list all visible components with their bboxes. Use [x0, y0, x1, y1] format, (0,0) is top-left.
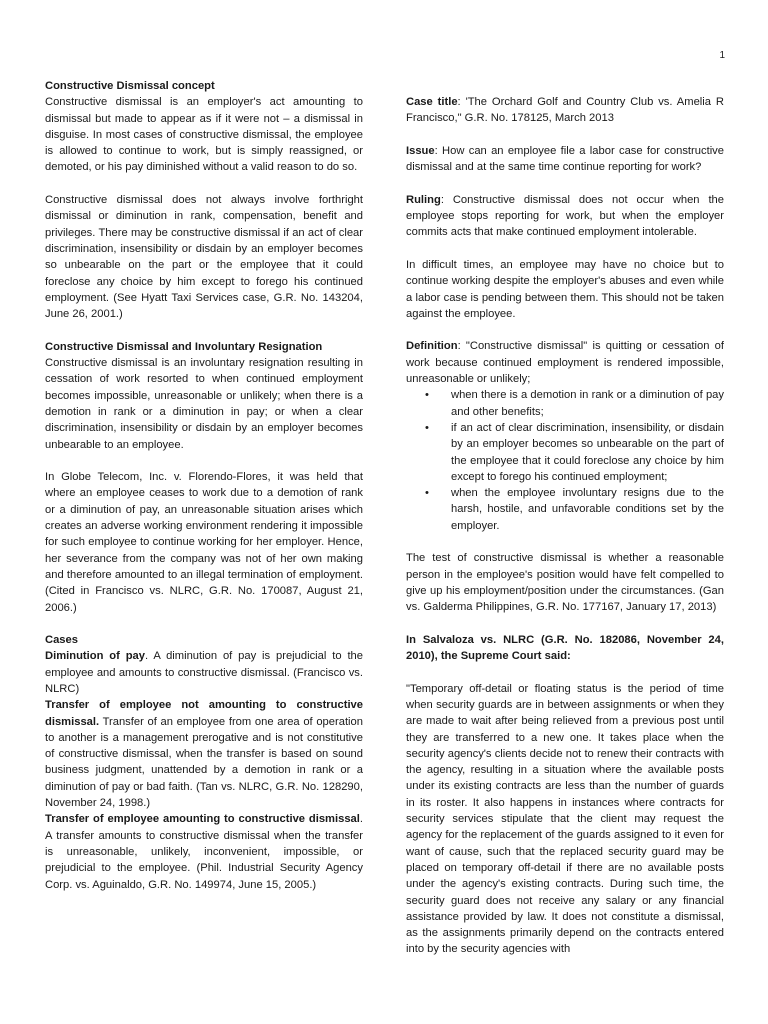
ruling — [406, 192, 724, 241]
bullet-icon: • — [425, 487, 429, 500]
left-column — [45, 78, 363, 893]
paragraph-difficult-times: In difficult times, an employee may have no choice but to continue working despite the employer's abuses and even while a labor case is pending between them. This should not be taken against the employee. — [406, 258, 724, 320]
case-transfer-not-constructive — [45, 697, 363, 811]
heading-constructive-dismissal-concept: Constructive Dismissal concept — [45, 80, 215, 92]
ruling-label: Ruling — [406, 193, 441, 206]
list-item-text: if an act of clear discrimination, insensibility, or disdain by an employer becomes so unbearable on the part of the employee that it could foreclose any choice by him except to forego his continued employment; — [451, 421, 724, 483]
page-number: 1 — [719, 50, 725, 61]
ruling-text: : Constructive dismissal does not occur when the employee stops reporting for work, but when the employer commits acts that make continued employment intolerable. — [406, 193, 724, 239]
list-item — [425, 420, 724, 485]
paragraph-test: The test of constructive dismissal is whether a reasonable person in the employee's position would have felt compelled to give up his employment/position under the circumstances. (Gan vs. Galderma Philippines, G.R. No. 177167, January 17, 2013) — [406, 552, 724, 614]
issue-text: : How can an employee file a labor case for constructive dismissal and at the same time continue reporting for work? — [406, 144, 724, 174]
case-label: Diminution of pay — [45, 650, 145, 663]
heading-salvaloza: In Salvaloza vs. NLRC (G.R. No. 182086, November 24, 2010), the Supreme Court said: — [406, 633, 724, 663]
case-diminution-of-pay — [45, 648, 363, 697]
case-text: Transfer of an employee from one area of operation to another is a management prerogative and is not constitutive of constructive dismissal, when the transfer is based on sound business judgment, unattended by a demotion in rank or a diminution of pay or bad faith. (Tan vs. NLRC, G.R. No. 128290, November 24, 1998.) — [45, 715, 363, 810]
case-text: . A diminution of pay is prejudicial to the employee and amounts to constructive dismissal. (Francisco vs. NLRC) — [45, 650, 363, 695]
case-title — [406, 94, 724, 127]
list-item — [425, 485, 724, 534]
heading-cases: Cases — [45, 634, 78, 647]
paragraph-forthright-dismissal: Constructive dismissal does not always involve forthright dismissal or diminution in rank, compensation, benefit and privileges. There may be constructive dismissal if an act of clear discrimination, insensibility or disdain by an employer becomes so unbearable on the part or the employee that it could foreclose any choice by him except to forego his continued employment. (See Hyatt Taxi Services case, G.R. No. 143204, June 26, 2001.) — [45, 194, 363, 321]
heading-involuntary-resignation: Constructive Dismissal and Involuntary Resignation — [45, 340, 323, 353]
issue-label: Issue — [406, 144, 435, 157]
definition-bullet-list — [406, 387, 724, 534]
bullet-icon: • — [425, 389, 429, 402]
right-column — [406, 94, 724, 958]
case-title-text: : 'The Orchard Golf and Country Club vs. Amelia R Francisco," G.R. No. 178125, March 2013 — [406, 96, 724, 125]
paragraph-globe-telecom: In Globe Telecom, Inc. v. Florendo-Flores, it was held that where an employee ceases to work due to a demotion of rank or a diminution of pay, an unreasonable situation arises which creates an adverse working environment rendering it impossible for such employee to continue working for her employer. Hence, her severance from the company was not of her own making and therefore amounted to an illegal termination of employment. (Cited in Francisco vs. NLRC, G.R. No. 170087, August 21, 2006.) — [45, 471, 363, 614]
paragraph-concept: Constructive dismissal is an employer's act amounting to dismissal but made to appear as if it were not – a dismissal in disguise. In most cases of constructive dismissal, the employee is allowed to continue to work, but is simply reassigned, or demoted, or his pay diminished without a valid reason to do so. — [45, 96, 363, 174]
list-item — [425, 387, 724, 420]
bullet-icon: • — [425, 421, 429, 434]
definition-label: Definition — [406, 340, 458, 353]
case-transfer-constructive — [45, 811, 363, 892]
paragraph-involuntary-resignation: Constructive dismissal is an involuntary resignation resulting in cessation of work resorted to when continued employment becomes impossible, unreasonable or unlikely; when there is a demotion in rank or a diminution in pay; or when a clear discrimination, insensibility or disdain by an employer becomes unbearable to an employee. — [45, 357, 363, 451]
paragraph-salvaloza-quote: "Temporary off-detail or floating status is the period of time when security guards are in between assignments or when they are made to wait after being relieved from a previous post until they are transferred to a new one. It takes place when the security agency's clients decide not to renew their contracts with the agency, resulting in a situation where the available posts under its existing contracts are less than the number of guards in its roster. It also happens in instances where contracts for security services stipulate that the client may request the agency for the replacement of the guards assigned to it even for want of cause, such that the replaced security guard may be placed on temporary off-detail if there are no available posts under the agency's existing contracts. During such time, the security guard does not receive any salary or any financial assistance provided by law. It does not constitute a dismissal, as the assignments primarily depend on the contracts entered into by the security agencies with — [406, 682, 724, 956]
list-item-text: when there is a demotion in rank or a diminution of pay and other benefits; — [451, 389, 724, 418]
case-title-label: Case title — [406, 96, 458, 108]
case-text: . A transfer amounts to constructive dismissal when the transfer is unreasonable, unlikely, inconvenient, impossible, or prejudicial to the employee. (Phil. Industrial Security Agency Corp. vs. Aguinaldo, G.R. No. 149974, June 15, 2005.) — [45, 813, 363, 891]
issue — [406, 143, 724, 176]
list-item-text: when the employee involuntary resigns due to the harsh, hostile, and unfavorable conditions set by the employer. — [451, 487, 724, 532]
case-label: Transfer of employee amounting to constructive dismissal — [45, 813, 360, 826]
definition-text: : "Constructive dismissal" is quitting or cessation of work because continued employment is rendered impossible, unreasonable or unlikely; — [406, 340, 724, 386]
definition — [406, 338, 724, 387]
case-label: Transfer of employee not amounting to constructive dismissal. — [45, 699, 363, 728]
